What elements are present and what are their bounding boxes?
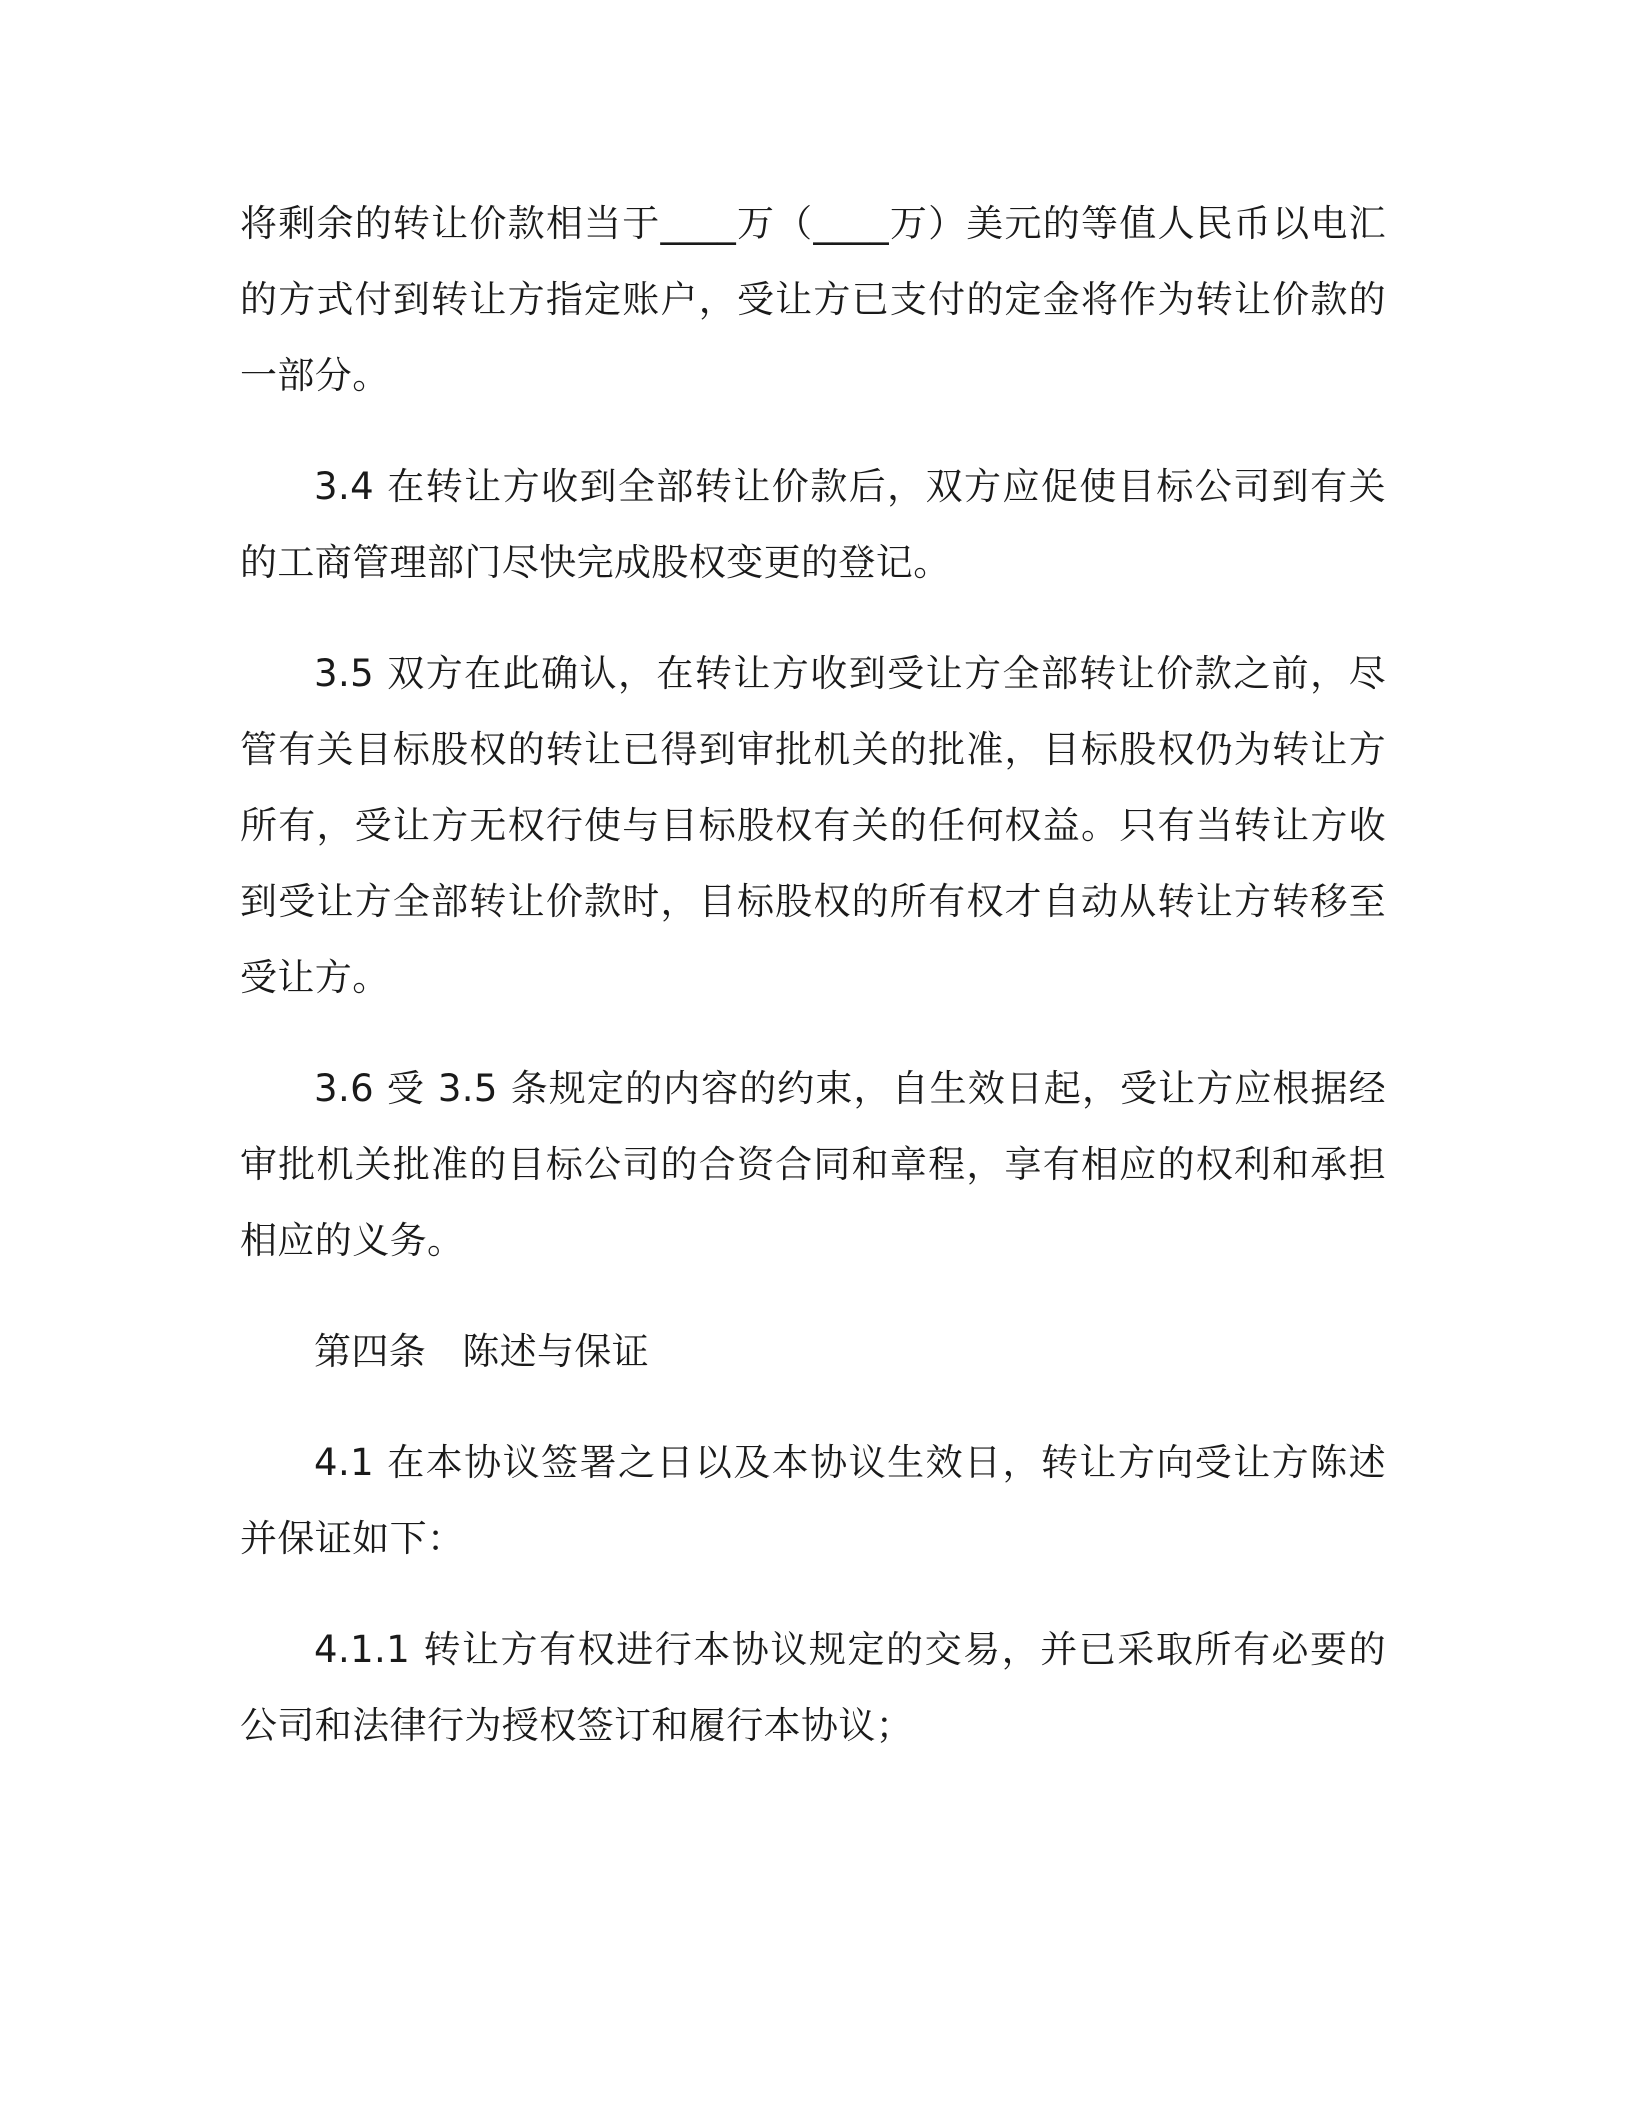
article-4-number: 第四条	[314, 1330, 427, 1373]
paragraph-remaining-payment: 将剩余的转让价款相当于____万（____万）美元的等值人民币以电汇的方式付到转让方指定账户，受让方已支付的定金将作为转让价款的一部分。	[240, 202, 1386, 397]
article-4-heading	[240, 1314, 1386, 1390]
paragraph-3-6: 3.6 受 3.5 条规定的内容的约束，自生效日起，受让方应根据经审批机关批准的目标公司的合资合同和章程，享有相应的权利和承担相应的义务。	[240, 1067, 1386, 1262]
paragraph-4-1: 4.1 在本协议签署之日以及本协议生效日，转让方向受让方陈述并保证如下：	[240, 1441, 1386, 1560]
document-body	[240, 186, 1386, 1799]
paragraph-4-1-1: 4.1.1 转让方有权进行本协议规定的交易，并已采取所有必要的公司和法律行为授权签订和履行本协议；	[240, 1628, 1386, 1747]
paragraph-3-5: 3.5 双方在此确认，在转让方收到受让方全部转让价款之前，尽管有关目标股权的转让已得到审批机关的批准，目标股权仍为转让方所有，受让方无权行使与目标股权有关的任何权益。只有当转让方收到受让方全部转让价款时，目标股权的所有权才自动从转让方转移至受让方。	[240, 652, 1386, 999]
article-4-title: 陈述与保证	[462, 1330, 650, 1373]
paragraph-3-4: 3.4 在转让方收到全部转让价款后，双方应促使目标公司到有关的工商管理部门尽快完成股权变更的登记。	[240, 465, 1386, 584]
